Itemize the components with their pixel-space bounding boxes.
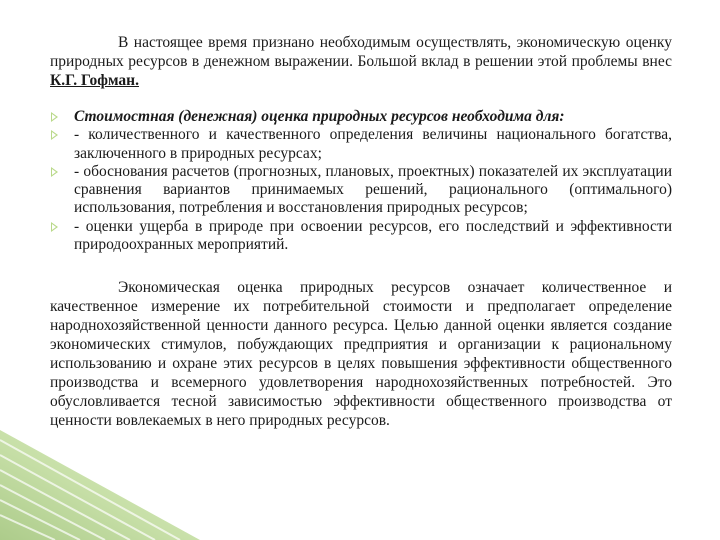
list-item [50,108,672,126]
triangle-arrow-icon [51,112,58,122]
document-body [50,0,672,430]
triangle-arrow-icon [51,222,58,232]
list-item [50,218,672,255]
list-item-text: - обоснования расчетов (прогнозных, плановых, проектных) показателей их эксплуатации сравнения вариантов принимаемых решений, рационального (оптимального) использования, потребления и восстановления природных ресурсов; [74,162,672,217]
author-name: К.Г. Гофман. [50,72,139,89]
economic-assessment-paragraph: Экономическая оценка природных ресурсов означает количественное и качественное измерение их потребительной стоимости и предполагает определение народнохозяйственной ценности данного ресурса. Целью данной оценки является создание экономических стимулов, побуждающих предприятия и организации к рациональному использованию и охране этих ресурсов в целях повышения эффективности общественного производства и всемерного удовлетворения народнохозяйственных потребностей. Это обусловливается тесной зависимостью эффективности общественного производства от ценности вовлекаемых в него природных ресурсов. [50,279,672,430]
list-item [50,126,672,163]
list-item-text: - оценки ущерба в природе при освоении ресурсов, его последствий и эффективности природоохранных мероприятий. [74,217,672,254]
decorative-green-corner [0,430,200,540]
list-item [50,163,672,218]
list-item-text: - количественного и качественного определения величины национального богатства, заключенного в природных ресурсах; [74,126,672,162]
bullet-list [50,108,672,254]
intro-text: В настоящее время признано необходимым осуществлять, экономическую оценку природных ресурсов в денежном выражении. Большой вклад в решении этой проблемы внес [50,34,672,70]
intro-paragraph [50,33,672,90]
list-item-text: Стоимостная (денежная) оценка природных ресурсов необходима для: [74,108,565,125]
triangle-arrow-icon [51,167,58,177]
triangle-arrow-icon [51,130,58,140]
